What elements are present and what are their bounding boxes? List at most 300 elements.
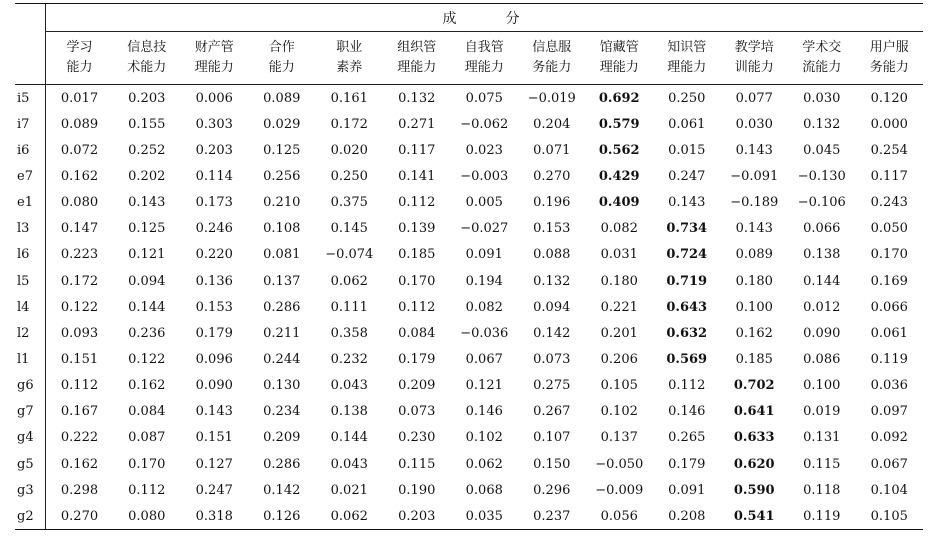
table-cell: 0.230 [398, 430, 436, 446]
loading-table-container [15, 3, 923, 530]
table-cell: 0.122 [60, 299, 99, 315]
table-cell: 0.119 [870, 351, 908, 367]
column-header-line: 能力 [66, 60, 93, 75]
column-header-line: 训能力 [734, 60, 774, 75]
row-label: i7 [15, 111, 46, 137]
table-cell: 0.102 [465, 430, 503, 446]
table-cell: 0.151 [60, 351, 99, 367]
table-cell: 0.202 [128, 168, 166, 184]
table-cell: 0.073 [398, 404, 436, 420]
table-cell: 0.017 [60, 90, 99, 106]
column-header-line: 理能力 [599, 60, 639, 75]
column-header-line: 素养 [336, 60, 363, 75]
table-cell: 0.179 [195, 325, 233, 341]
table-cell: 0.005 [465, 195, 503, 211]
table-cell: 0.151 [195, 430, 233, 446]
table-cell: 0.089 [263, 90, 301, 106]
table-cell: 0.220 [195, 247, 233, 263]
column-header-line: 学术交 [802, 40, 842, 55]
table-cell: 0.112 [668, 378, 706, 394]
table-cell: 0.179 [398, 351, 436, 367]
table-cell: 0.250 [668, 90, 706, 106]
table-cell: 0.643 [666, 299, 708, 315]
column-header-line: 理能力 [194, 60, 234, 75]
table-cell: 0.112 [128, 482, 166, 498]
table-cell: 0.031 [600, 247, 638, 263]
table-cell: 0.062 [330, 273, 368, 289]
table-cell: 0.094 [128, 273, 166, 289]
column-header-line: 能力 [268, 60, 295, 75]
table-cell: 0.271 [398, 116, 436, 132]
table-cell: 0.286 [263, 299, 301, 315]
table-cell: 0.196 [533, 195, 571, 211]
table-cell: 0.208 [653, 503, 721, 530]
table-row [15, 320, 923, 346]
table-cell: 0.112 [60, 378, 99, 394]
table-cell: −0.091 [730, 168, 779, 184]
table-cell: 0.139 [398, 221, 436, 237]
table-cell: 0.087 [128, 430, 166, 446]
table-cell: 0.267 [533, 404, 571, 420]
row-label: g5 [15, 451, 46, 477]
table-cell: 0.120 [870, 90, 908, 106]
group-title: 成 分 [46, 4, 924, 32]
table-cell: 0.254 [870, 142, 908, 158]
column-header-line: 知识管 [667, 40, 707, 55]
column-header [653, 32, 721, 85]
table-cell: 0.112 [398, 299, 436, 315]
corner-cell [15, 4, 46, 32]
table-cell: 0.143 [668, 195, 706, 211]
column-header-line: 理能力 [667, 60, 707, 75]
row-label: l3 [15, 216, 46, 242]
table-cell: 0.234 [263, 404, 301, 420]
table-cell: 0.089 [60, 116, 99, 132]
table-cell: 0.105 [600, 378, 638, 394]
table-cell: 0.091 [465, 247, 503, 263]
table-cell: 0.203 [383, 503, 451, 530]
table-cell: 0.023 [465, 142, 503, 158]
table-cell: 0.043 [330, 456, 368, 472]
table-cell: 0.119 [788, 503, 856, 530]
table-cell: 0.067 [465, 351, 503, 367]
table-cell: 0.136 [195, 273, 233, 289]
table-cell: 0.066 [870, 299, 908, 315]
table-cell: 0.162 [60, 456, 99, 472]
table-cell: 0.066 [803, 221, 841, 237]
row-label: g6 [15, 373, 46, 399]
table-cell: 0.641 [733, 404, 775, 420]
column-header [248, 32, 316, 85]
table-cell: 0.107 [533, 430, 571, 446]
table-cell: 0.081 [263, 247, 301, 263]
table-cell: 0.303 [195, 116, 233, 132]
row-label: l4 [15, 294, 46, 320]
table-cell: 0.429 [598, 168, 640, 184]
table-cell: 0.035 [451, 503, 519, 530]
table-cell: 0.223 [60, 247, 99, 263]
column-header-line: 务能力 [532, 60, 572, 75]
table-cell: 0.180 [735, 273, 773, 289]
column-header-line: 馆藏管 [599, 40, 639, 55]
table-cell: 0.030 [735, 116, 773, 132]
column-header [113, 32, 181, 85]
table-cell: 0.702 [733, 378, 775, 394]
table-cell: 0.247 [195, 482, 233, 498]
table-cell: 0.015 [668, 142, 706, 158]
table-cell: 0.100 [803, 378, 841, 394]
row-label: g2 [15, 503, 46, 530]
table-cell: 0.127 [195, 456, 233, 472]
table-cell: 0.162 [60, 168, 99, 184]
column-header-line: 财产管 [194, 40, 234, 55]
row-label: i6 [15, 137, 46, 163]
table-cell: 0.270 [46, 503, 114, 530]
table-cell: 0.088 [533, 247, 571, 263]
table-cell: 0.067 [870, 456, 908, 472]
table-cell: 0.579 [598, 116, 640, 132]
table-cell: 0.211 [263, 325, 301, 341]
table-cell: 0.126 [248, 503, 316, 530]
table-cell: 0.232 [330, 351, 368, 367]
table-cell: 0.190 [398, 482, 436, 498]
table-cell: 0.318 [181, 503, 249, 530]
table-cell: 0.724 [666, 247, 708, 263]
table-cell: 0.062 [465, 456, 503, 472]
table-cell: 0.080 [113, 503, 181, 530]
table-cell: 0.541 [721, 503, 789, 530]
table-cell: 0.633 [733, 430, 775, 446]
table-cell: 0.145 [330, 221, 368, 237]
table-cell: 0.203 [128, 90, 166, 106]
table-cell: 0.562 [598, 142, 640, 158]
column-header-line: 信息技 [127, 40, 167, 55]
table-row [15, 242, 923, 268]
table-cell: −0.074 [325, 247, 374, 263]
table-cell: 0.298 [60, 482, 99, 498]
column-header-line: 合作 [268, 40, 295, 55]
table-cell: 0.090 [195, 378, 233, 394]
table-cell: 0.590 [733, 482, 775, 498]
table-cell: 0.050 [870, 221, 908, 237]
table-cell: −0.189 [730, 195, 779, 211]
table-cell: 0.115 [398, 456, 436, 472]
table-row [15, 346, 923, 372]
table-cell: 0.137 [263, 273, 301, 289]
table-cell: 0.043 [330, 378, 368, 394]
table-cell: 0.132 [398, 90, 436, 106]
header-row-group [15, 4, 923, 32]
row-label: l5 [15, 268, 46, 294]
table-cell: 0.104 [870, 482, 908, 498]
table-cell: 0.020 [330, 142, 368, 158]
table-cell: 0.270 [533, 168, 571, 184]
column-header-line: 理能力 [397, 60, 437, 75]
table-cell: 0.275 [533, 378, 571, 394]
table-cell: 0.142 [533, 325, 571, 341]
table-cell: 0.061 [668, 116, 706, 132]
table-cell: 0.121 [128, 247, 166, 263]
table-cell: 0.094 [533, 299, 571, 315]
table-row [15, 268, 923, 294]
column-header-line: 用户服 [869, 40, 909, 55]
table-cell: 0.072 [60, 142, 99, 158]
table-cell: 0.144 [330, 430, 368, 446]
table-cell: 0.144 [128, 299, 166, 315]
table-row [15, 137, 923, 163]
column-header [788, 32, 856, 85]
table-cell: 0.100 [735, 299, 773, 315]
table-cell: 0.118 [803, 482, 841, 498]
table-cell: 0.179 [668, 456, 706, 472]
table-cell: 0.075 [465, 90, 503, 106]
table-cell: 0.121 [465, 378, 503, 394]
table-cell: 0.056 [586, 503, 654, 530]
table-cell: 0.143 [735, 221, 773, 237]
row-label: g3 [15, 477, 46, 503]
table-cell: 0.141 [398, 168, 436, 184]
table-cell: 0.090 [803, 325, 841, 341]
column-header-line: 自我管 [464, 40, 504, 55]
table-cell: 0.172 [60, 273, 99, 289]
table-cell: −0.036 [460, 325, 509, 341]
table-cell: 0.236 [128, 325, 166, 341]
table-row [15, 190, 923, 216]
table-cell: 0.296 [533, 482, 571, 498]
table-cell: 0.117 [398, 142, 436, 158]
column-header-line: 学习 [66, 40, 93, 55]
table-cell: 0.084 [128, 404, 166, 420]
table-cell: 0.143 [195, 404, 233, 420]
table-cell: −0.062 [460, 116, 509, 132]
table-cell: 0.286 [263, 456, 301, 472]
table-cell: 0.029 [263, 116, 301, 132]
table-cell: 0.086 [803, 351, 841, 367]
column-header [856, 32, 924, 85]
table-cell: 0.125 [128, 221, 166, 237]
table-cell: 0.201 [600, 325, 638, 341]
table-row [15, 294, 923, 320]
table-cell: 0.062 [316, 503, 384, 530]
table-cell: 0.144 [803, 273, 841, 289]
table-cell: 0.170 [128, 456, 166, 472]
row-label: l1 [15, 346, 46, 372]
table-cell: 0.172 [330, 116, 368, 132]
table-row [15, 399, 923, 425]
table-cell: 0.162 [735, 325, 773, 341]
table-cell: 0.204 [533, 116, 571, 132]
table-cell: 0.246 [195, 221, 233, 237]
column-header [586, 32, 654, 85]
column-header-line: 务能力 [869, 60, 909, 75]
table-row [15, 163, 923, 189]
row-label: g4 [15, 425, 46, 451]
table-cell: 0.071 [533, 142, 571, 158]
table-cell: 0.036 [870, 378, 908, 394]
table-cell: −0.027 [460, 221, 509, 237]
table-cell: 0.162 [128, 378, 166, 394]
column-header-line: 理能力 [464, 60, 504, 75]
table-cell: 0.210 [263, 195, 301, 211]
column-header-line: 信息服 [532, 40, 572, 55]
table-cell: 0.091 [668, 482, 706, 498]
table-cell: 0.265 [668, 430, 706, 446]
table-cell: 0.146 [668, 404, 706, 420]
column-header [181, 32, 249, 85]
table-cell: 0.209 [398, 378, 436, 394]
table-cell: 0.077 [735, 90, 773, 106]
table-cell: 0.170 [398, 273, 436, 289]
table-cell: 0.244 [263, 351, 301, 367]
table-cell: 0.115 [803, 456, 841, 472]
row-label: e1 [15, 190, 46, 216]
table-row [15, 451, 923, 477]
table-cell: 0.045 [803, 142, 841, 158]
table-cell: 0.108 [263, 221, 301, 237]
table-cell: 0.569 [666, 351, 708, 367]
table-cell: 0.019 [803, 404, 841, 420]
table-row [15, 216, 923, 242]
table-cell: 0.692 [598, 90, 640, 106]
row-label: g7 [15, 399, 46, 425]
table-cell: 0.021 [330, 482, 368, 498]
table-cell: 0.206 [600, 351, 638, 367]
table-row [15, 477, 923, 503]
column-header-line: 组织管 [397, 40, 437, 55]
table-cell: 0.102 [600, 404, 638, 420]
table-cell: 0.138 [330, 404, 368, 420]
row-label: l2 [15, 320, 46, 346]
table-cell: 0.114 [195, 168, 233, 184]
table-cell: −0.106 [797, 195, 846, 211]
table-row [15, 111, 923, 137]
table-cell: 0.068 [465, 482, 503, 498]
row-label: e7 [15, 163, 46, 189]
table-cell: 0.143 [128, 195, 166, 211]
table-cell: −0.003 [460, 168, 509, 184]
table-cell: 0.632 [666, 325, 708, 341]
table-cell: 0.130 [263, 378, 301, 394]
table-cell: 0.185 [398, 247, 436, 263]
table-cell: 0.061 [870, 325, 908, 341]
table-cell: 0.096 [195, 351, 233, 367]
table-cell: 0.247 [668, 168, 706, 184]
column-header [383, 32, 451, 85]
table-cell: 0.089 [735, 247, 773, 263]
table-cell: 0.180 [600, 273, 638, 289]
table-cell: 0.153 [195, 299, 233, 315]
column-header-line: 教学培 [734, 40, 774, 55]
column-header-line: 术能力 [127, 60, 167, 75]
table-cell: 0.092 [870, 430, 908, 446]
column-header [46, 32, 114, 85]
column-header-line: 职业 [336, 40, 363, 55]
table-cell: 0.155 [128, 116, 166, 132]
table-cell: −0.050 [595, 456, 644, 472]
table-cell: 0.105 [856, 503, 924, 530]
table-cell: 0.161 [330, 90, 368, 106]
table-row [15, 85, 923, 112]
corner-cell-lower [15, 32, 46, 85]
table-cell: 0.122 [128, 351, 166, 367]
row-label: i5 [15, 85, 46, 112]
table-cell: 0.082 [600, 221, 638, 237]
table-cell: 0.409 [598, 195, 640, 211]
table-cell: 0.093 [60, 325, 99, 341]
table-cell: 0.073 [533, 351, 571, 367]
table-cell: 0.173 [195, 195, 233, 211]
table-cell: 0.147 [60, 221, 99, 237]
table-cell: −0.019 [527, 90, 576, 106]
table-cell: 0.237 [518, 503, 586, 530]
table-cell: 0.138 [803, 247, 841, 263]
table-cell: 0.153 [533, 221, 571, 237]
table-cell: 0.719 [666, 273, 708, 289]
table-cell: 0.012 [803, 299, 841, 315]
table-cell: 0.734 [666, 221, 708, 237]
table-row [15, 503, 923, 530]
table-row [15, 373, 923, 399]
table-cell: 0.194 [465, 273, 503, 289]
table-cell: 0.169 [870, 273, 908, 289]
table-row [15, 425, 923, 451]
table-cell: 0.375 [330, 195, 368, 211]
table-cell: 0.209 [263, 430, 301, 446]
table-cell: 0.030 [803, 90, 841, 106]
table-cell: 0.256 [263, 168, 301, 184]
table-cell: 0.080 [60, 195, 99, 211]
table-cell: 0.252 [128, 142, 166, 158]
table-cell: 0.082 [465, 299, 503, 315]
table-cell: 0.132 [803, 116, 841, 132]
table-cell: 0.150 [533, 456, 571, 472]
column-header [316, 32, 384, 85]
table-cell: 0.084 [398, 325, 436, 341]
column-header [451, 32, 519, 85]
table-cell: 0.125 [263, 142, 301, 158]
table-cell: 0.112 [398, 195, 436, 211]
header-row-columns [15, 32, 923, 85]
column-header-line: 流能力 [802, 60, 842, 75]
table-cell: 0.131 [803, 430, 841, 446]
table-cell: −0.009 [595, 482, 644, 498]
column-header [721, 32, 789, 85]
table-cell: 0.111 [330, 299, 368, 315]
table-cell: 0.620 [733, 456, 775, 472]
table-cell: 0.000 [870, 116, 908, 132]
table-cell: 0.203 [195, 142, 233, 158]
table-cell: 0.221 [600, 299, 638, 315]
table-cell: −0.130 [797, 168, 846, 184]
table-cell: 0.243 [870, 195, 908, 211]
table-cell: 0.132 [533, 273, 571, 289]
table-cell: 0.222 [60, 430, 99, 446]
table-cell: 0.006 [195, 90, 233, 106]
table-cell: 0.167 [60, 404, 99, 420]
table-cell: 0.170 [870, 247, 908, 263]
table-cell: 0.137 [600, 430, 638, 446]
table-cell: 0.097 [870, 404, 908, 420]
row-label: l6 [15, 242, 46, 268]
table-cell: 0.185 [735, 351, 773, 367]
table-cell: 0.358 [330, 325, 368, 341]
table-cell: 0.250 [330, 168, 368, 184]
table-cell: 0.117 [870, 168, 908, 184]
table-cell: 0.146 [465, 404, 503, 420]
table-cell: 0.143 [735, 142, 773, 158]
table-cell: 0.142 [263, 482, 301, 498]
factor-loading-table [15, 3, 923, 530]
